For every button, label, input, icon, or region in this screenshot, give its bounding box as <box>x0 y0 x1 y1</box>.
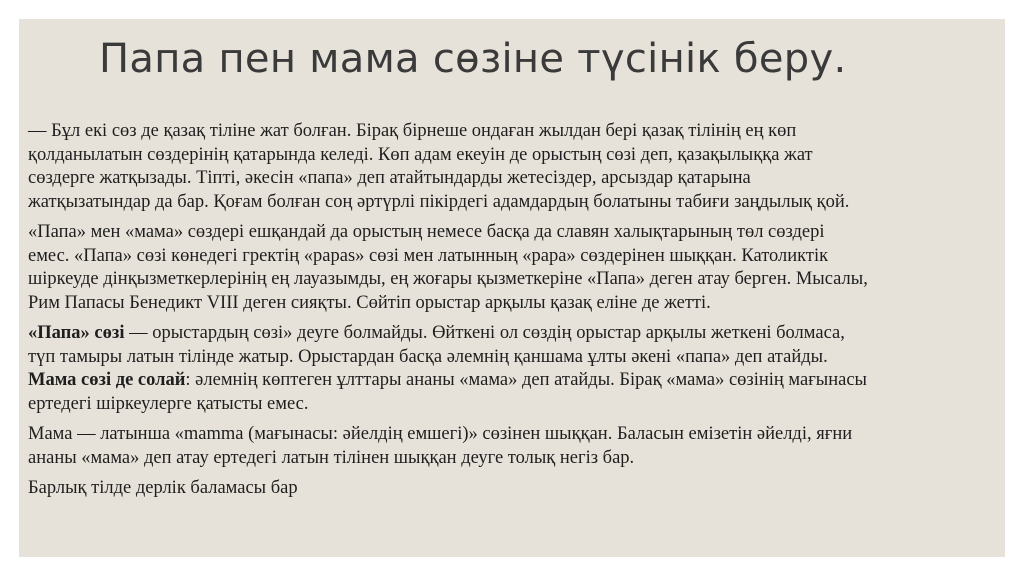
bold-term-mama: Мама сөзі де солай <box>28 370 186 390</box>
text-line: шіркеуде дінқызметкерлерінің ең лауазымды, ең жоғары қызметкеріне «Папа» деген атау берген. Мысалы, <box>28 269 868 289</box>
bold-term-papa: «Папа» сөзі <box>28 323 125 343</box>
text-line: ананы «мама» деп атау ертедегі латын тілінен шыққан деуге толық негіз бар. <box>28 447 635 468</box>
text-line: сөздерге жатқызады. Тіпті, әкесін «папа» деп атайтындарды жетесіздер, арсыздар қатарына <box>28 168 751 188</box>
text-line <box>28 322 998 346</box>
paragraph-2 <box>28 221 998 315</box>
slide-title: Папа пен мама сөзіне түсінік беру. <box>99 36 847 82</box>
text-line: — Бұл екі сөз де қазақ тіліне жат болған. Бірақ бірнеше ондаған жылдан бері қазақ тілінің ең көп <box>28 121 797 141</box>
text-line: ертедегі шіркеулерге қатысты емес. <box>28 393 309 414</box>
text-line: қолданылатын сөздерінің қатарында келеді. Көп адам екеуін де орыстың сөзі деп, қазақылыққа жат <box>28 144 813 165</box>
text-line: жатқызатындар да бар. Қоғам болған соң әртүрлі пікірдегі адамдардың болатыны табиғи заңдылық қой. <box>28 191 850 212</box>
text-run: — орыстардың сөзі» деуге болмайды. Өйткені ол сөздің орыстар арқылы жеткені болмаса, <box>124 323 845 343</box>
paragraph-3 <box>28 322 998 416</box>
paragraph-1 <box>28 120 998 214</box>
text-line: Мама — латынша «mamma (мағынасы: әйелдің емшегі)» сөзінен шыққан. Баласын емізетін әйелді, яғни <box>28 424 853 444</box>
text-line: Рим Папасы Бенедикт VIII деген сияқты. Сөйтіп орыстар арқылы қазақ еліне де жетті. <box>28 292 711 313</box>
slide-body <box>28 120 998 508</box>
text-line: «Папа» мен «мама» сөздері ешқандай да орыстың немесе басқа да славян халықтарының төл сөздері <box>28 222 825 242</box>
text-line <box>28 369 998 393</box>
text-line: Барлық тілде дерлік баламасы бар <box>28 478 298 498</box>
text-line: түп тамыры латын тілінде жатыр. Орыстардан басқа әлемнің қаншама ұлты әкені «папа» деп атайды. <box>28 346 828 367</box>
paragraph-4 <box>28 423 998 470</box>
text-line: емес. «Папа» сөзі көнедегі гректің «papas» сөзі мен латынның «papa» сөздерінен шыққан. Католиктік <box>28 245 829 266</box>
slide <box>19 19 1005 557</box>
text-run: : әлемнің көптеген ұлттары ананы «мама» деп атайды. Бірақ «мама» сөзінің мағынасы <box>185 370 867 390</box>
paragraph-5 <box>28 477 998 501</box>
